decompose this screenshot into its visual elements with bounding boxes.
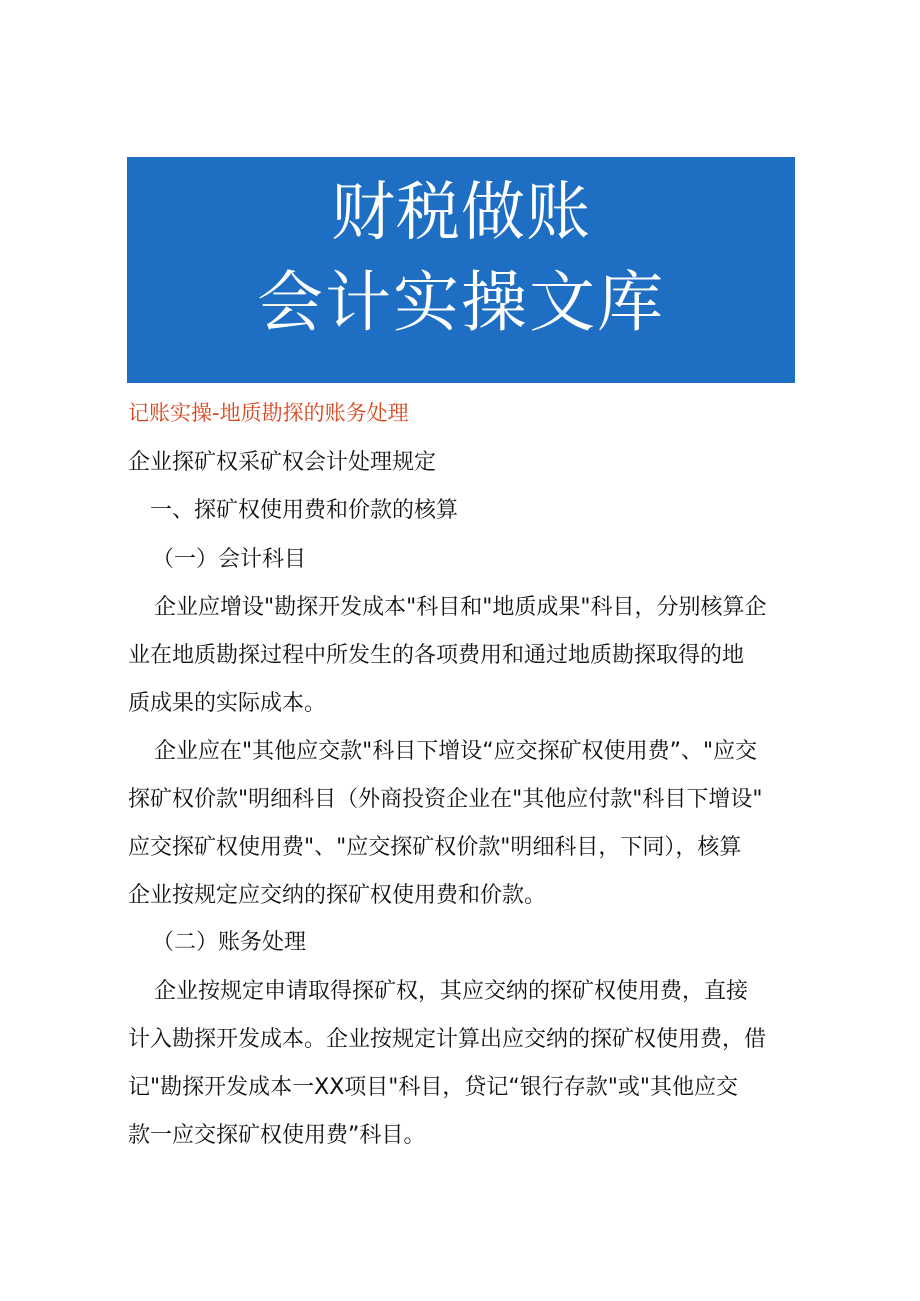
paragraph-line: 企业应增设"勘探开发成本"科目和"地质成果"科目，分别核算企 bbox=[154, 595, 767, 620]
paragraph-2 bbox=[128, 728, 798, 920]
paragraph-1 bbox=[128, 584, 798, 728]
banner-title-line2: 会计实操文库 bbox=[257, 264, 665, 341]
document-heading: 企业探矿权采矿权会计处理规定 bbox=[128, 450, 437, 475]
paragraph-line: 应交探矿权使用费"、"应交探矿权价款"明细科目，下同），核算 bbox=[128, 835, 742, 860]
paragraph-line: 款一应交探矿权使用费”科目。 bbox=[128, 1123, 426, 1148]
paragraph-3 bbox=[128, 968, 798, 1160]
paragraph-line: 质成果的实际成本。 bbox=[128, 691, 327, 716]
paragraph-line: 探矿权价款"明细科目（外商投资企业在"其他应付款"科目下增设" bbox=[128, 787, 763, 812]
title-banner bbox=[127, 157, 795, 383]
paragraph-line: 记"勘探开发成本一XX项目"科目，贷记“银行存款"或"其他应交 bbox=[128, 1075, 739, 1100]
article-subtitle: 记账实操-地质勘探的账务处理 bbox=[128, 401, 409, 425]
paragraph-line: 计入勘探开发成本。企业按规定计算出应交纳的探矿权使用费，借 bbox=[128, 1027, 767, 1052]
paragraph-line: 企业按规定应交纳的探矿权使用费和价款。 bbox=[128, 883, 547, 908]
subsection-heading-1: （一）会计科目 bbox=[152, 547, 307, 572]
paragraph-line: 业在地质勘探过程中所发生的各项费用和通过地质勘探取得的地 bbox=[128, 643, 745, 668]
section-heading-1: 一、探矿权使用费和价款的核算 bbox=[150, 498, 459, 523]
paragraph-line: 企业应在"其他应交款"科目下增设“应交探矿权使用费”、"应交 bbox=[154, 739, 758, 764]
banner-title-line1: 财税做账 bbox=[331, 176, 591, 250]
subsection-heading-2: （二）账务处理 bbox=[152, 930, 307, 955]
paragraph-line: 企业按规定申请取得探矿权，其应交纳的探矿权使用费，直接 bbox=[154, 979, 749, 1004]
